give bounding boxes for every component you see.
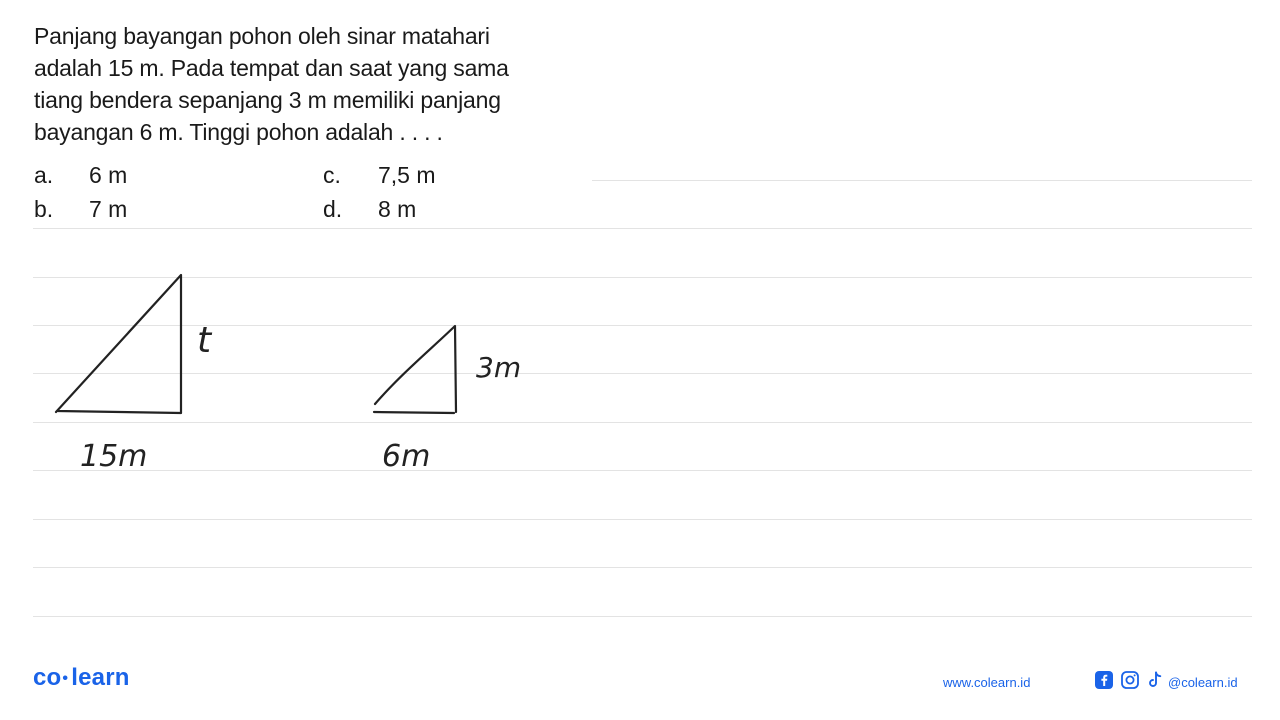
question-line: adalah 15 m. Pada tempat dan saat yang sama: [34, 55, 509, 81]
instagram-icon[interactable]: [1120, 670, 1140, 690]
option-value: 6 m: [89, 162, 128, 188]
question-line: bayangan 6 m. Tinggi pohon adalah . . . .: [34, 119, 443, 145]
tree-shadow-label: 15m: [80, 439, 148, 474]
pole-shadow-label: 6m: [382, 439, 431, 474]
colearn-logo[interactable]: [33, 664, 130, 692]
option-value: 7 m: [89, 196, 128, 222]
facebook-icon[interactable]: [1094, 670, 1114, 690]
option-letter: a.: [34, 162, 54, 188]
option-letter: b.: [34, 196, 54, 222]
question-line: tiang bendera sepanjang 3 m memiliki panjang: [34, 87, 501, 113]
option-value: 7,5 m: [378, 162, 436, 188]
option-letter: c.: [323, 162, 341, 188]
option-value: 8 m: [378, 196, 417, 222]
logo-dot: •: [62, 669, 69, 687]
tree-height-label: t: [197, 320, 212, 361]
social-handle[interactable]: @colearn.id: [1168, 675, 1238, 690]
logo-text-learn: learn: [71, 664, 130, 691]
pole-height-label: 3m: [476, 351, 522, 384]
website-link[interactable]: www.colearn.id: [943, 675, 1031, 690]
tree-triangle: [56, 275, 181, 413]
pole-triangle: [374, 326, 456, 413]
tiktok-icon[interactable]: [1145, 670, 1165, 690]
option-letter: d.: [323, 196, 343, 222]
logo-text-co: co: [33, 664, 62, 691]
question-line: Panjang bayangan pohon oleh sinar matahari: [34, 23, 490, 49]
